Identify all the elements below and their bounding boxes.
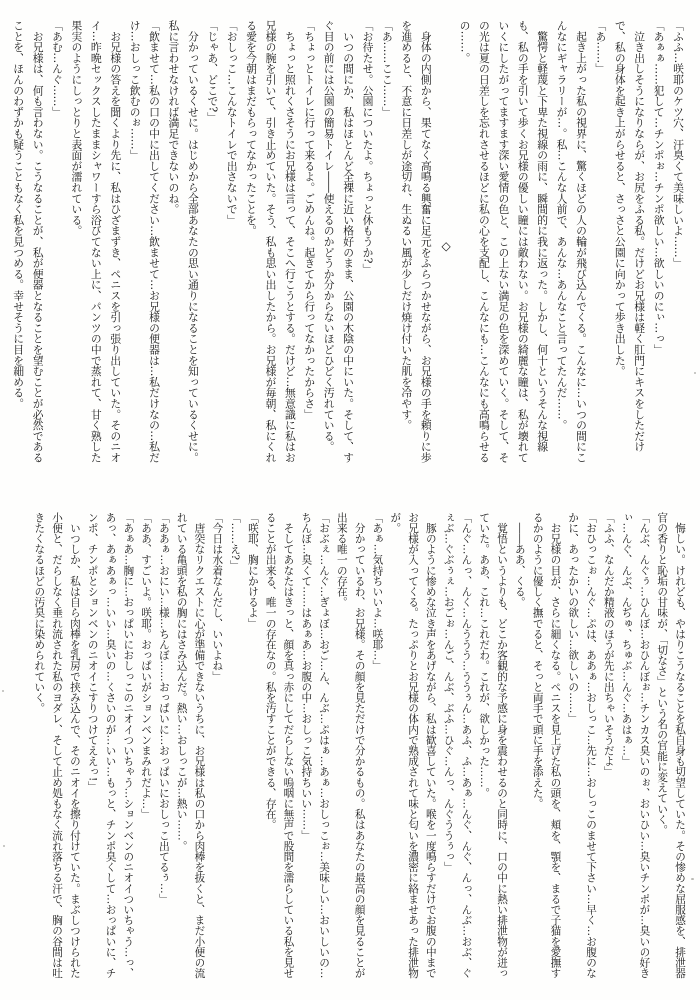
paragraph: 分かっているくせに。はじめから全部あなたの思い通りになることを知っているくせに。私に言わせなければ満足できないのね。 [167,20,200,463]
bottom-text-band [12,512,688,988]
paragraph: 「あ……」 [594,20,608,74]
paragraph: いつの間にか、私はほとんど全裸に近い格好のまま、公園の木陰の中にいた。そして、すぐ目の前には公園の簡易トイレ――使えるのかどうか分からないほどひどく汚れている。 [322,20,356,463]
paragraph: 「お待たせ。公園についたよ。ちょっと休もうか?」 [361,20,375,275]
paragraph: 「おぶぇ…んぐ…ぎょぼ…おご…ん、んぶ…ぷはぁ…あぁ…おしっこぉ…美味しい…おいしいの…ちんぼ…臭くて……はあぁあ…お腹の中…おしっこ気持ちいい……」 [300,512,331,979]
paragraph: 「あぁあ…胸に…おっぱいにおしっこのニオイついちゃう…ションベンのニオイついちゃう…っ、あっ、あぁあぁっ…いい…臭いの…くさいのが…いい…もっと、チンポ臭くして…おっぱいに、チンポ、チンポとションベンのニオイこすりつけてええっ!」 [86,512,135,979]
paragraph: 「今日は水着なんだし、いいよね」 [211,512,224,682]
paragraph: 驚愕と軽蔑と下卑た視線の雨に、瞬間的に我に返った。しかし、何十というそんな視線も、私の手を引いて歩くお兄様の優しい瞳には敵わない。お兄様の綺麗な瞳は、私が壊れていくにしたがってますます深い愛情の色と、この上ない満足の色を深めていく。そして、その光は夏の日差しを忘れさせるほどに私の心を支配し、こんなにも…こんなにも高鳴らせるの……。 [458,20,550,463]
scan-speck [3,845,5,847]
paragraph: お兄様の答えを聞くより先に、私はひざまずき、ペニスを引っ張り出していた。そのニオイ…昨晩セックスしたままシャワーすら浴びてない上に、パンツの中で蒸れて、甘く熟した果実のようにしっとりと表面が濡れている。 [70,20,123,463]
paragraph: 起き上がった私の視界に、驚くほどの人の輪が飛び込んでくる。こんなに…いつの間にこんなにギャラリーが…。私…こんな人前で、あんな…あんなこと言ってたんだ……。 [555,20,588,463]
paragraph: そしてあなたはきっと、顔を真っ赤にしてだらしない嗚咽に無声で股間を濡らしている私を見せることが出来る、唯一の存在なの。私を汚すことができる、存在。 [264,512,295,979]
section-divider: ◇ [439,239,454,253]
paragraph: いつしか、私は自ら肉棒を乳房で挟み込んで、そのニオイを擦り付けていた。まぶしつけられた小便と、だらしなく垂れ流された私のヨダレ、そして止め処もなく流れ落ちる汗で、胸の谷間は吐きたくなるほどの汚臭に染められていく。 [33,512,81,979]
paragraph: 「あ……ここ……」 [380,20,394,118]
paragraph: 「おしっこ…こんなトイレで出さないで」 [225,20,239,226]
paragraph: 身体の内側から、果てなく高鳴る興奮に足元をふらつかせながら、お兄様の手を頼りに歩を進めると、不意に日差しが途切れ、生ぬるい風が少しだけ焼け付いた肌を冷やす。 [400,20,433,463]
paragraph: 「あぁぁ……犯して…チンポぉ…チンポ欲しい…欲しいのにぃ…っ」 [652,20,666,355]
paragraph: 「んぶ、んぐぅ…ひんぼ…おひんぼぉ…チンカス臭いのぉ、おいひい…臭いチンポが…臭いの好きぃ…んぐ、んぶ、んぢゅ、ちゅぶ…んぐ…あはぁ…」 [620,512,651,979]
top-text-band [12,20,688,472]
paragraph: 唐突なリクエストに心が準備できないうちに、お兄様は私の口から肉棒を抜くと、まだ小便の流れている亀頭を私の胸にはさみ込んだ。熱い…おしっこが…熱い……。 [175,512,206,979]
paragraph: 「ふふ、なんだか精液のほうが先に出ちゃいそうだよ」 [602,512,615,777]
scan-speck [691,878,694,880]
paragraph: 「飲ませて…私の口の中に出してください…飲ませて…お兄様の便器は…私だけなの…私だけ…おしっこ飲むのぉ……」 [128,20,162,463]
paragraph: 「んぐ…んっ、んく…んううう…ううぅん…あふ、ふ…あぁ…んぐ、んぐ、んっ、んぶ…おぶ、ぐぇぶ…ぐぶぅぇ…おごぉ…んご、んぶ、ぶふ…ひぐ…んっ、んぐううぅっ」 [442,512,473,979]
paragraph: 覚悟というよりも、どこか客観的な予感に身を震わせるのと同時に、口の中に熱い排泄物が迸っていた。ああ、これ…これだわ。これが、欲しかった……。 [478,512,509,979]
scan-speck [694,372,696,374]
scan-speck [2,690,4,692]
paragraph: ちょっと照れくさそうにお兄様は言って、そこへ行こうとする。だけど…無意識に私はお兄様の腕を引いて、引き止めていた。そう、私も思い出したから。お兄様が毎朝、私にくれる愛を今朝はまだもらってなかったことを。 [245,20,297,463]
paragraph: 「ふふ…咲耶のケツ穴、汗臭くて美味しいよ……」 [672,20,685,269]
paragraph: お兄様は、何も言わない。こうなることが、私が便器となることを望むことが必然であることを、ほんのわずかも疑うこともなく私を見つめる。幸せそうに目を細める。 [12,20,45,463]
paragraph: 「あぁ…気持ちいいよ…咲耶…」 [371,512,384,671]
paragraph: 分かっているわ、お兄様。その顔を見ただけで分かるもの。私はあなたの最高の顔を見ることが出来る唯一の存在。 [335,512,366,979]
paragraph: お兄様の目が、さらに細くなる。ペニスを見上げた私の頭を、頬を、顎を、まるで子猫を愛撫するかのように優しく撫でると、そっと両手で頭に手を添えた。 [531,512,562,979]
paragraph: 悔しい。けれども、やはりこうなることを私自身も切望していた。その惨めな屈服感を、排泄器官の香りと恥垢の甘味が、「切なさ」という名の官能に変えていく。 [656,512,686,979]
paragraph: 「あむ…んぐ……」 [51,20,64,118]
paragraph: 「ああぁ…おにい…様…ちんぼ……おっぱいに…おっぱいにおしっこ出てるぅ…」 [157,512,170,905]
paragraph: 「……え?」 [229,512,242,571]
paragraph: 豚のように惨めな泣き声をあげながら、私は歓喜していた。喉を一度鳴らすだけでお腹の中までお兄様が入ってくる。たっぷりとお兄様の体内で熟成されて味と匂いを濃密に絡ませあった排泄物が。 [389,512,437,979]
paragraph: 「咲耶、胸にかけるよ」 [246,512,259,629]
paragraph: 泣き出しそうになりならが、お尻をふる私。だけどお兄様は軽く肛門にキスをしただけで、私の身体を起き上がらせると、さっさと公園に向かって歩き出した。 [613,20,647,452]
paragraph: 「じゃあ、どこで?」 [206,20,220,123]
paragraph: 「おひっこぉ…んぐ…ぷは、ああぁ…おしっこ…先に…おしっこのませて下さい…早く…お腹のなかに、あったかいの欲しい…欲しいの……」 [567,512,598,979]
paragraph: 「ああ、すごいよ。咲耶。おっぱいがションベンまみれだよ…」 [140,512,153,820]
paragraph: ――ああ、くる。 [513,512,526,608]
paragraph: 「ちょっとトイレに行って来るよ。ごめんね。起きてから行ってなかったからさ」 [303,20,317,420]
